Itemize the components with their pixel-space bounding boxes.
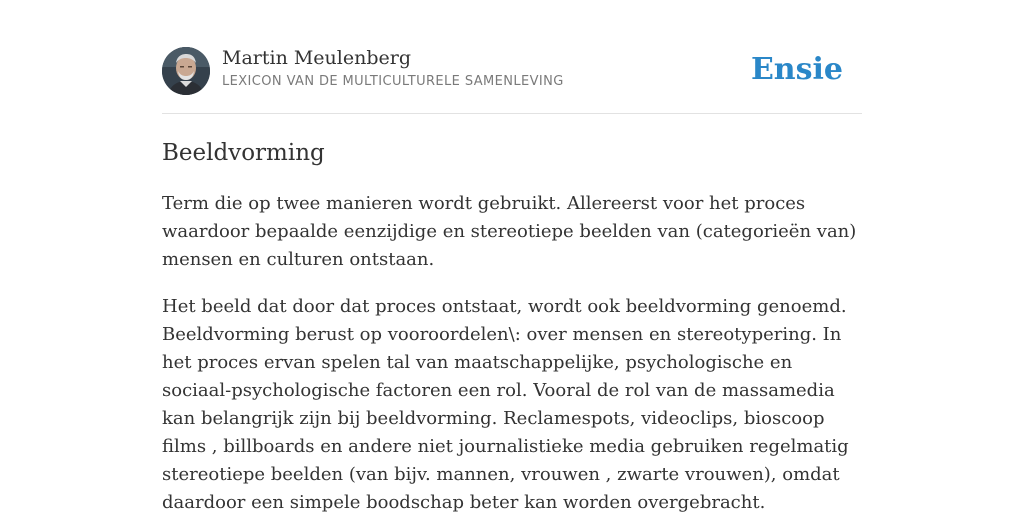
- author-photo: [162, 47, 210, 95]
- entry-title: Beeldvorming: [162, 140, 325, 166]
- author-name[interactable]: Martin Meulenberg: [222, 47, 411, 69]
- entry-header: [162, 46, 862, 96]
- entry-paragraph: Term die op twee manieren wordt gebruikt. Allereerst voor het proces waardoor bepaalde eenzijdige en stereotiepe beelden van (categorieën van) mensen en culturen ontstaan.: [162, 193, 857, 270]
- entry-paragraph: Het beeld dat door dat proces ontstaat, wordt ook beeldvorming genoemd. Beeldvorming berust op vooroordelen\: over mensen en stereotypering. In het proces ervan spelen tal van maatschappelijke, psychologische en sociaal-psychologische factoren een rol. Vooral de rol van de massamedia kan belangrijk zijn bij beeldvorming. Reclamespots, videoclips, bioscoop films , billboards en andere niet journalistieke media gebruiken regelmatig stereotiepe beelden (van bijv. mannen, vrouwen , zwarte vrouwen), omdat daardoor een simpele boodschap beter kan worden overgebracht.: [162, 296, 849, 513]
- ensie-logo[interactable]: Ensie: [750, 52, 843, 87]
- publication-name[interactable]: LEXICON VAN DE MULTICULTURELE SAMENLEVING: [222, 74, 564, 89]
- header-divider: [162, 113, 862, 114]
- avatar[interactable]: [162, 47, 210, 95]
